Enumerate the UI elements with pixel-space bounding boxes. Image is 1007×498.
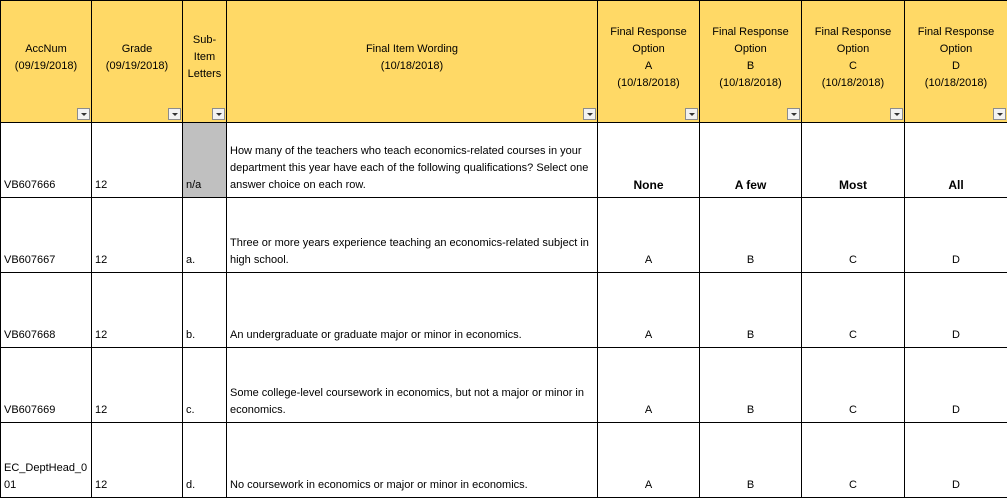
cell-option-a[interactable]: A xyxy=(598,423,700,498)
header-option-d: Final Response Option D (10/18/2018) xyxy=(905,1,1007,123)
cell-option-c[interactable]: C xyxy=(802,348,905,423)
cell-grade[interactable]: 12 xyxy=(92,348,183,423)
header-option-b: Final Response Option B (10/18/2018) xyxy=(700,1,802,123)
cell-option-d[interactable]: D xyxy=(905,273,1007,348)
cell-option-d[interactable]: D xyxy=(905,198,1007,273)
cell-option-a[interactable]: A xyxy=(598,198,700,273)
table-row xyxy=(1,273,1007,348)
cell-grade[interactable]: 12 xyxy=(92,423,183,498)
cell-option-b[interactable]: B xyxy=(700,273,802,348)
cell-grade[interactable]: 12 xyxy=(92,273,183,348)
cell-option-b[interactable]: A few xyxy=(700,123,802,198)
filter-dropdown-icon[interactable] xyxy=(77,108,90,120)
cell-sub-item[interactable]: b. xyxy=(183,273,227,348)
cell-sub-item[interactable]: c. xyxy=(183,348,227,423)
cell-option-c[interactable]: C xyxy=(802,423,905,498)
header-option-a: Final Response Option A (10/18/2018) xyxy=(598,1,700,123)
cell-grade[interactable]: 12 xyxy=(92,123,183,198)
filter-dropdown-icon[interactable] xyxy=(168,108,181,120)
cell-accnum[interactable]: VB607667 xyxy=(1,198,92,273)
cell-wording[interactable]: Some college-level coursework in economics, but not a major or minor in economics. xyxy=(227,348,598,423)
filter-dropdown-icon[interactable] xyxy=(787,108,800,120)
cell-accnum[interactable]: VB607669 xyxy=(1,348,92,423)
filter-dropdown-icon[interactable] xyxy=(583,108,596,120)
table-row xyxy=(1,348,1007,423)
header-final-item-wording: Final Item Wording (10/18/2018) xyxy=(227,1,598,123)
header-grade: Grade (09/19/2018) xyxy=(92,1,183,123)
cell-option-c[interactable]: C xyxy=(802,273,905,348)
cell-option-b[interactable]: B xyxy=(700,198,802,273)
cell-option-d[interactable]: D xyxy=(905,423,1007,498)
cell-grade[interactable]: 12 xyxy=(92,198,183,273)
cell-option-d[interactable]: All xyxy=(905,123,1007,198)
cell-accnum[interactable]: VB607666 xyxy=(1,123,92,198)
cell-option-b[interactable]: B xyxy=(700,348,802,423)
cell-option-a[interactable]: None xyxy=(598,123,700,198)
cell-option-c[interactable]: C xyxy=(802,198,905,273)
header-row xyxy=(1,1,1007,123)
cell-option-a[interactable]: A xyxy=(598,348,700,423)
filter-dropdown-icon[interactable] xyxy=(890,108,903,120)
header-accnum: AccNum (09/19/2018) xyxy=(1,1,92,123)
filter-dropdown-icon[interactable] xyxy=(685,108,698,120)
filter-dropdown-icon[interactable] xyxy=(993,108,1006,120)
cell-accnum[interactable]: EC_DeptHead_001 xyxy=(1,423,92,498)
cell-sub-item[interactable]: a. xyxy=(183,198,227,273)
cell-wording[interactable]: Three or more years experience teaching an economics-related subject in high school. xyxy=(227,198,598,273)
cell-option-c[interactable]: Most xyxy=(802,123,905,198)
header-option-c: Final Response Option C (10/18/2018) xyxy=(802,1,905,123)
cell-wording[interactable]: An undergraduate or graduate major or minor in economics. xyxy=(227,273,598,348)
cell-sub-item[interactable]: d. xyxy=(183,423,227,498)
table-row xyxy=(1,423,1007,498)
cell-option-a[interactable]: A xyxy=(598,273,700,348)
cell-accnum[interactable]: VB607668 xyxy=(1,273,92,348)
cell-option-d[interactable]: D xyxy=(905,348,1007,423)
header-sub-item-letters: Sub- Item Letters xyxy=(183,1,227,123)
cell-option-b[interactable]: B xyxy=(700,423,802,498)
table-row xyxy=(1,198,1007,273)
table-row xyxy=(1,123,1007,198)
cell-wording[interactable]: No coursework in economics or major or minor in economics. xyxy=(227,423,598,498)
cell-sub-item[interactable]: n/a xyxy=(183,123,227,198)
cell-wording[interactable]: How many of the teachers who teach economics-related courses in your department this year have each of the following qualifications? Select one answer choice on each row. xyxy=(227,123,598,198)
filter-dropdown-icon[interactable] xyxy=(212,108,225,120)
